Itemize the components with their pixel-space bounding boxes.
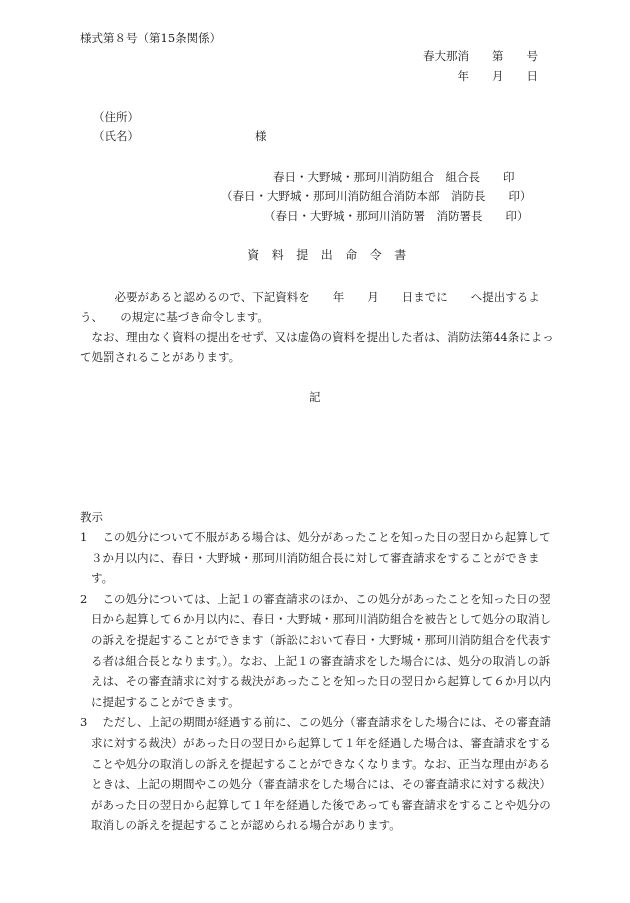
form-number: 様式第８号（第15条関係） [80, 31, 222, 45]
document-title [241, 247, 413, 263]
title-char: 提 [296, 248, 309, 262]
notice-heading: 教示 [80, 510, 103, 524]
notice-item-number: 3 [80, 715, 88, 730]
address-label: （住所） [93, 110, 139, 124]
title-char: 料 [271, 248, 284, 262]
date-line: 年 月 日 [457, 69, 538, 83]
title-char: 書 [394, 248, 407, 262]
title-char: 令 [369, 248, 382, 262]
notice-item-number: 2 [80, 591, 88, 606]
order-paragraph-1: 必要があると認めるので、下記資料を 年 月 日までに へ提出するよう、 の規定に基づき命令します。 [80, 290, 540, 324]
order-paragraph-2: なお、理由なく資料の提出をせず、又は虚偽の資料を提出した者は、消防法第44条によって処罰されることがあります。 [80, 330, 554, 364]
notice-item-text: この処分について不服がある場合は、処分があったことを知った日の翌日から起算して３か月以内に、春日・大野城・那珂川消防組合長に対して審査請求をすることができます。 [91, 530, 551, 586]
issuer-station-chief: （春日・大野城・那珂川消防署 消防署長 印） [264, 209, 529, 223]
title-char: 出 [320, 248, 333, 262]
notice-item-number: 1 [80, 530, 88, 544]
title-char: 命 [345, 248, 358, 262]
notice-item [80, 589, 558, 713]
name-label: （氏名） [93, 129, 139, 143]
title-char: 資 [247, 248, 260, 262]
notice-item-text: この処分については、上記１の審査請求のほか、この処分があったことを知った日の翌日から起算して６か月以内に、春日・大野城・那珂川消防組合を被告として処分の取消しの訴えを提起することができます（訴訟において春日・大野城・那珂川消防組合を代表する者は組合長となります。）。なお、上記１の審査請求をした場合には、処分の取消しの訴えは、その審査請求に対する裁決があったことを知った日の翌日から起算して６か月以内に提起することができます。 [91, 591, 551, 709]
notice-item [80, 712, 558, 836]
order-body [80, 287, 555, 367]
document-number: 春大那消 第 号 [423, 49, 538, 63]
notice-list [80, 527, 558, 836]
notice-item [80, 527, 558, 589]
issuer-fire-chief: （春日・大野城・那珂川消防組合消防本部 消防長 印） [221, 189, 532, 203]
issuer-union-head: 春日・大野城・那珂川消防組合 組合長 印 [273, 170, 515, 184]
name-honorific: 様 [255, 129, 267, 143]
notice-item-text: ただし、上記の期間が経過する前に、この処分（審査請求をした場合には、その審査請求に対する裁決）があった日の翌日から起算して１年を経過した場合は、審査請求をすることや処分の取消しの訴えを提起することができなくなります。なお、正当な理由があるときは、上記の期間やこの処分（審査請求をした場合には、その審査請求に対する裁決）があった日の翌日から起算して１年を経過した後であっても審査請求をすることや処分の取消しの訴えを提起することが認められる場合があります。 [91, 715, 551, 833]
ki-label: 記 [309, 390, 321, 404]
